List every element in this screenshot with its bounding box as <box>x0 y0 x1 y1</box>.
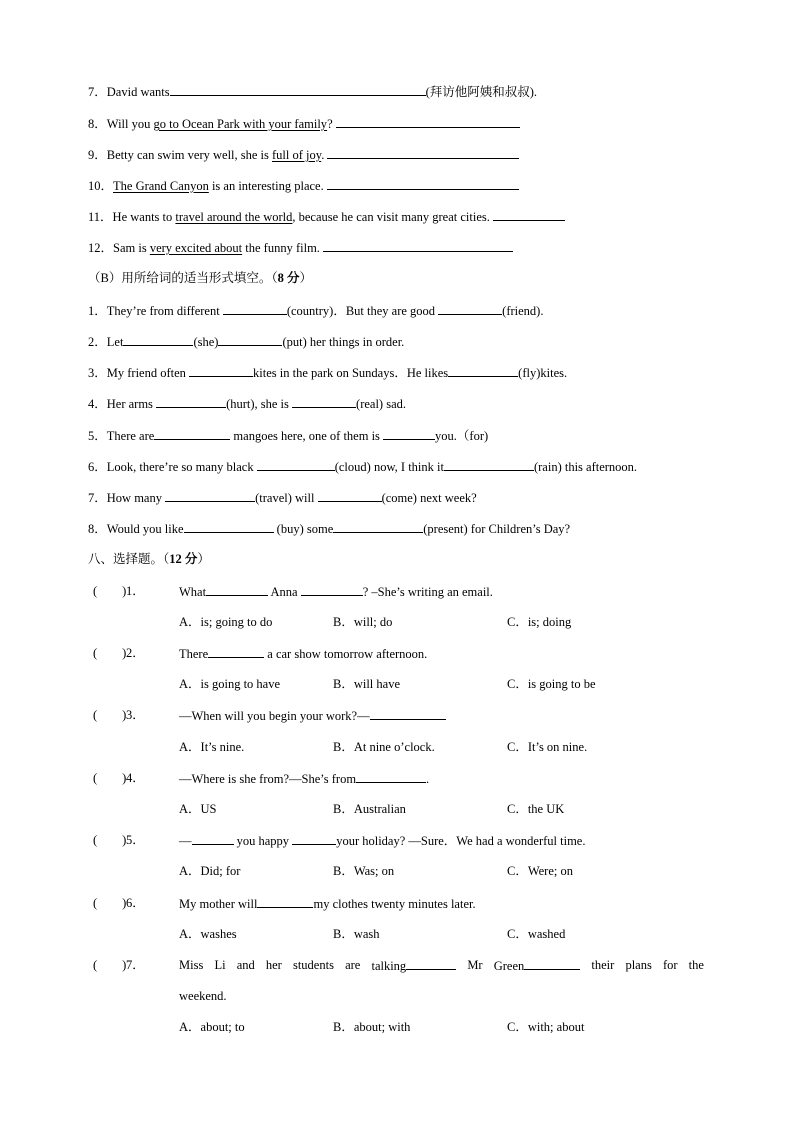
question-text <box>179 770 429 787</box>
option-b[interactable]: B．Was; on <box>333 864 395 878</box>
answer-blank[interactable] <box>333 520 423 533</box>
question-word: are <box>345 958 361 972</box>
question-word: and <box>236 958 255 972</box>
question-part: you happy <box>233 834 293 848</box>
partb-item-8 <box>88 520 570 537</box>
answer-blank[interactable] <box>370 707 446 720</box>
partb-item-5 <box>88 427 488 444</box>
answer-blank[interactable] <box>123 333 193 346</box>
answer-blank[interactable] <box>301 583 363 596</box>
item-text: (cloud) now, I think it <box>334 460 444 474</box>
question-part: my clothes twenty minutes later. <box>313 897 476 911</box>
item-text: Her arms <box>106 397 157 411</box>
answer-blank[interactable] <box>493 208 565 221</box>
question-word-with-blank <box>494 957 581 974</box>
underlined-phrase: go to Ocean Park with your family <box>153 117 328 131</box>
answer-blank[interactable] <box>448 364 518 377</box>
answer-blank[interactable] <box>184 520 274 533</box>
question-text <box>179 645 427 662</box>
answer-parens[interactable]: ( ) <box>93 771 127 785</box>
answer-blank[interactable] <box>218 333 282 346</box>
item-text: kites in the park on Sundays．He likes <box>253 366 449 380</box>
parta-item-12 <box>88 239 513 256</box>
item-text: How many <box>106 491 166 505</box>
partb-item-6 <box>88 458 637 475</box>
option-b[interactable]: B．will; do <box>333 615 393 629</box>
answer-blank[interactable] <box>156 395 226 408</box>
item-text: He wants to <box>112 210 176 224</box>
question-text <box>179 707 446 724</box>
item-text: (come) next week? <box>381 491 477 505</box>
answer-parens[interactable]: ( ) <box>93 646 127 660</box>
answer-blank[interactable] <box>336 115 520 128</box>
question-word: the <box>688 958 704 972</box>
item-text: They’re from different <box>106 304 223 318</box>
question-text <box>179 832 585 849</box>
item-text: (rain) this afternoon. <box>533 460 638 474</box>
item-text: Will you <box>106 117 154 131</box>
partb-item-3 <box>88 364 567 381</box>
question-part: —Where is she from?—She’s from <box>179 772 357 786</box>
heading-close: ） <box>197 552 210 566</box>
item-number: 12． <box>88 241 114 255</box>
answer-blank[interactable] <box>444 458 534 471</box>
question-number: 3． <box>126 708 145 722</box>
item-text: Sam is <box>113 241 150 255</box>
parta-item-10 <box>88 177 519 194</box>
question-word: Li <box>214 958 226 972</box>
item-text: (friend). <box>502 304 544 318</box>
answer-blank[interactable] <box>192 832 234 845</box>
item-text: is an interesting place. <box>208 179 324 193</box>
option-b[interactable]: B．about; with <box>333 1020 411 1034</box>
underlined-phrase: full of joy <box>272 148 322 162</box>
question-text <box>179 895 476 912</box>
question-number: 2． <box>126 646 145 660</box>
answer-blank[interactable] <box>318 489 382 502</box>
answer-blank[interactable] <box>383 427 435 440</box>
option-b[interactable]: B．Australian <box>333 802 406 816</box>
answer-blank[interactable] <box>208 645 264 658</box>
item-text: mangoes here, one of them is <box>230 429 384 443</box>
question-number: 4． <box>126 771 145 785</box>
item-text: Would you like <box>106 522 184 536</box>
answer-blank[interactable] <box>170 83 426 96</box>
answer-parens[interactable]: ( ) <box>93 584 127 598</box>
question-part: Anna <box>268 585 301 599</box>
answer-blank[interactable] <box>189 364 253 377</box>
question-number: 1． <box>126 584 145 598</box>
question-word: for <box>662 958 678 972</box>
item-text: . <box>321 148 325 162</box>
item-number: 8． <box>88 522 107 536</box>
option-a[interactable]: A．US <box>179 802 217 816</box>
item-text: Let <box>106 335 124 349</box>
item-text: (put) her things in order. <box>282 335 405 349</box>
item-text: (hurt), she is <box>226 397 293 411</box>
question-word: Miss <box>179 958 204 972</box>
question-part: What <box>179 585 207 599</box>
question-text-line2: weekend. <box>179 989 227 1003</box>
item-text: , because he can visit many great cities. <box>292 210 490 224</box>
question-number: 5． <box>126 833 145 847</box>
answer-blank[interactable] <box>206 583 268 596</box>
item-text: (fly)kites. <box>518 366 568 380</box>
question-number: 7． <box>126 958 145 972</box>
answer-blank[interactable] <box>154 427 230 440</box>
question-part: — <box>179 834 192 848</box>
question-part: ? –She’s writing an email. <box>362 585 493 599</box>
option-a[interactable]: A．is; going to do <box>179 615 273 629</box>
parta-item-9 <box>88 146 519 163</box>
item-number: 6． <box>88 460 107 474</box>
item-number: 9． <box>88 148 107 162</box>
question-word-with-blank <box>371 957 456 974</box>
item-number: 7． <box>88 85 107 99</box>
item-text: Look, there’re so many black <box>106 460 257 474</box>
item-text: There are <box>106 429 155 443</box>
answer-parens[interactable]: ( ) <box>93 958 127 972</box>
question-word: Mr <box>467 958 483 972</box>
option-c[interactable]: C．the UK <box>507 802 565 816</box>
item-number: 3． <box>88 366 107 380</box>
parta-item-11 <box>88 208 565 225</box>
item-number: 10． <box>88 179 114 193</box>
answer-blank[interactable] <box>406 957 456 970</box>
question-part: —When will you begin your work?— <box>179 709 370 723</box>
question-number: 6． <box>126 896 145 910</box>
question-word: plans <box>625 958 652 972</box>
item-number: 5． <box>88 429 107 443</box>
underlined-phrase: very excited about <box>149 241 243 255</box>
question-text <box>179 957 704 974</box>
answer-blank[interactable] <box>323 239 513 252</box>
item-text: the funny film. <box>242 241 320 255</box>
option-a[interactable]: A．It’s nine. <box>179 740 245 754</box>
heading-close: ） <box>299 271 312 285</box>
option-c[interactable]: C．Were; on <box>507 864 573 878</box>
item-text: (real) sad. <box>356 397 407 411</box>
item-text: ? <box>327 117 333 131</box>
answer-blank[interactable] <box>223 302 287 315</box>
option-a[interactable]: A．is going to have <box>179 677 281 691</box>
item-number: 11． <box>88 210 113 224</box>
item-text: David wants <box>106 85 170 99</box>
answer-blank[interactable] <box>438 302 502 315</box>
partb-item-4 <box>88 395 406 412</box>
answer-blank[interactable] <box>327 146 519 159</box>
answer-blank[interactable] <box>257 895 313 908</box>
partb-item-1 <box>88 302 543 319</box>
item-text: (buy) some <box>273 522 334 536</box>
option-a[interactable]: A．about; to <box>179 1020 245 1034</box>
option-b[interactable]: B．At nine o’clock. <box>333 740 435 754</box>
item-number: 8． <box>88 117 107 131</box>
partb-item-2 <box>88 333 404 350</box>
item-text: you.（for) <box>435 429 489 443</box>
option-a[interactable]: A．Did; for <box>179 864 241 878</box>
question-word: their <box>591 958 615 972</box>
item-hint: (拜访他阿姨和叔叔). <box>425 85 538 99</box>
heading-text: （B）用所给词的适当形式填空。（ <box>88 271 278 285</box>
item-text: (she) <box>193 335 219 349</box>
item-number: 7． <box>88 491 107 505</box>
question-text <box>179 583 493 600</box>
question-part: There <box>179 647 209 661</box>
answer-blank[interactable] <box>356 770 426 783</box>
option-b[interactable]: B．will have <box>333 677 401 691</box>
answer-blank[interactable] <box>257 458 335 471</box>
question-part: My mother will <box>179 897 258 911</box>
option-c[interactable]: C．It’s on nine. <box>507 740 588 754</box>
item-text: (travel) will <box>255 491 318 505</box>
answer-blank[interactable] <box>292 395 356 408</box>
answer-blank[interactable] <box>292 832 336 845</box>
answer-parens[interactable]: ( ) <box>93 833 127 847</box>
item-text: My friend often <box>106 366 190 380</box>
item-number: 2． <box>88 335 107 349</box>
question-word: her <box>265 958 282 972</box>
parta-item-7 <box>88 83 537 100</box>
partb-item-7 <box>88 489 477 506</box>
heading-score: 8 分 <box>277 271 300 285</box>
question-part: a car show tomorrow afternoon. <box>264 647 428 661</box>
item-number: 1． <box>88 304 107 318</box>
answer-parens[interactable]: ( ) <box>93 896 127 910</box>
underlined-phrase: travel around the world <box>175 210 293 224</box>
question-word: Green <box>493 959 525 973</box>
item-text: Betty can swim very well, she is <box>106 148 273 162</box>
item-text: (present) for Children’s Day? <box>423 522 571 536</box>
heading-score: 12 分 <box>169 552 198 566</box>
option-c[interactable]: C．with; about <box>507 1020 585 1034</box>
option-c[interactable]: C．washed <box>507 927 566 941</box>
answer-blank[interactable] <box>524 957 580 970</box>
item-number: 4． <box>88 397 107 411</box>
partb-heading <box>88 270 312 286</box>
answer-blank[interactable] <box>165 489 255 502</box>
question-part: . <box>426 772 430 786</box>
option-b[interactable]: B．wash <box>333 927 380 941</box>
parta-item-8 <box>88 115 520 132</box>
question-word: talking <box>371 959 407 973</box>
answer-parens[interactable]: ( ) <box>93 708 127 722</box>
partc-heading <box>88 551 210 567</box>
underlined-phrase: The Grand Canyon <box>113 179 209 193</box>
option-a[interactable]: A．washes <box>179 927 237 941</box>
question-word: students <box>292 958 334 972</box>
option-c[interactable]: C．is going to be <box>507 677 596 691</box>
answer-blank[interactable] <box>327 177 519 190</box>
item-text: (country)．But they are good <box>286 304 439 318</box>
question-part: your holiday? —Sure．We had a wonderful time. <box>336 834 586 848</box>
heading-text: 八、选择题。（ <box>88 552 170 566</box>
option-c[interactable]: C．is; doing <box>507 615 572 629</box>
